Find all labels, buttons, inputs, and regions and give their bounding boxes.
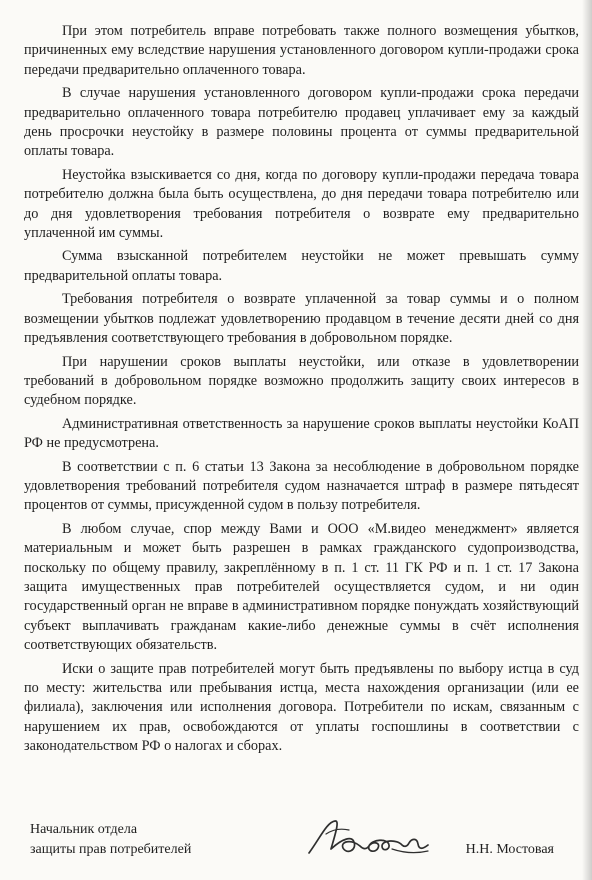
paragraph-damages: При этом потребитель вправе потребовать также полного возмещения убытков, причиненных ему вследствие нарушения установленного договором купли-продажи срока передачи предварительно оплаченного товара. [24,23,579,78]
scan-shadow-edge [582,0,592,880]
position-line-2: защиты прав потребителей [30,842,192,857]
paragraph-administrative-liability: Административная ответственность за нарушение сроков выплаты неустойки КоАП РФ не предусмотрена. [24,415,579,452]
position-line-1: Начальник отдела [30,822,138,837]
paragraph-penalty-rate: В случае нарушения установленного договором купли-продажи срока передачи предварительно оплаченного товара потребителю продавец уплачивает ему за каждый день просрочки неустойку в размере половины процента от суммы предварительной оплаты товара. [24,85,579,160]
signatory-name: Н.Н. Мостовая [465,842,554,857]
signature-block [30,820,560,870]
signatory-position [30,820,191,860]
handwritten-signature [300,810,435,868]
paragraph-penalty-period: Неустойка взыскивается со дня, когда по договору купли-продажи передача товара потребителю должна была быть осуществлена, до дня передачи товара потребителю или до дня удовлетворения требования потребителя о возврате ему предварительно уплаченной им суммы. [24,166,579,242]
paragraph-fine: В соответствии с п. 6 статьи 13 Закона за несоблюдение в добровольном порядке удовлетворения требований потребителя судом назначается штраф в размере пятьдесят процентов от суммы, присужденной судом в пользу потребителя. [24,458,579,514]
paragraph-penalty-limit: Сумма взысканной потребителем неустойки не может превышать сумму предварительной оплаты товара. [24,248,579,284]
paragraph-claim-venue: Иски о защите прав потребителей могут быть предъявлены по выбору истца в суд по месту: жительства или пребывания истца, места нахождения организации (или ее филиала), заключения или исполнения договора. Потребители по искам, связанным с нарушением их прав, освобождаются от уплаты госпошлины в соответствии с законодательством РФ о налогах и сборах. [24,660,579,755]
paragraph-dispute-jurisdiction: В любом случае, спор между Вами и ООО «М.видео менеджмент» является материальным и может быть разрешен в рамках гражданского судопроизводства, поскольку по общему правилу, закреплённому в п. 1 ст. 11 ГК РФ и п. 1 ст. 17 Закона защита имущественных прав потребителей осуществляется судом, и ни один государственный орган не вправе в административном порядке понуждать хозяйствующий субъект выплачивать гражданам какие-либо денежные суммы в счёт исполнения соответствующих обязательств. [24,520,579,654]
paragraph-refund-deadline: Требования потребителя о возврате уплаченной за товар суммы и о полном возмещении убытков подлежат удовлетворению продавцом в течение десяти дней со дня предъявления соответствующего требования в добровольном порядке. [24,291,579,347]
paragraph-court-protection: При нарушении сроков выплаты неустойки, или отказе в удовлетворении требований в добровольном порядке возможно продолжить защиту своих интересов в судебном порядке. [24,353,579,409]
letter-body [24,22,579,759]
